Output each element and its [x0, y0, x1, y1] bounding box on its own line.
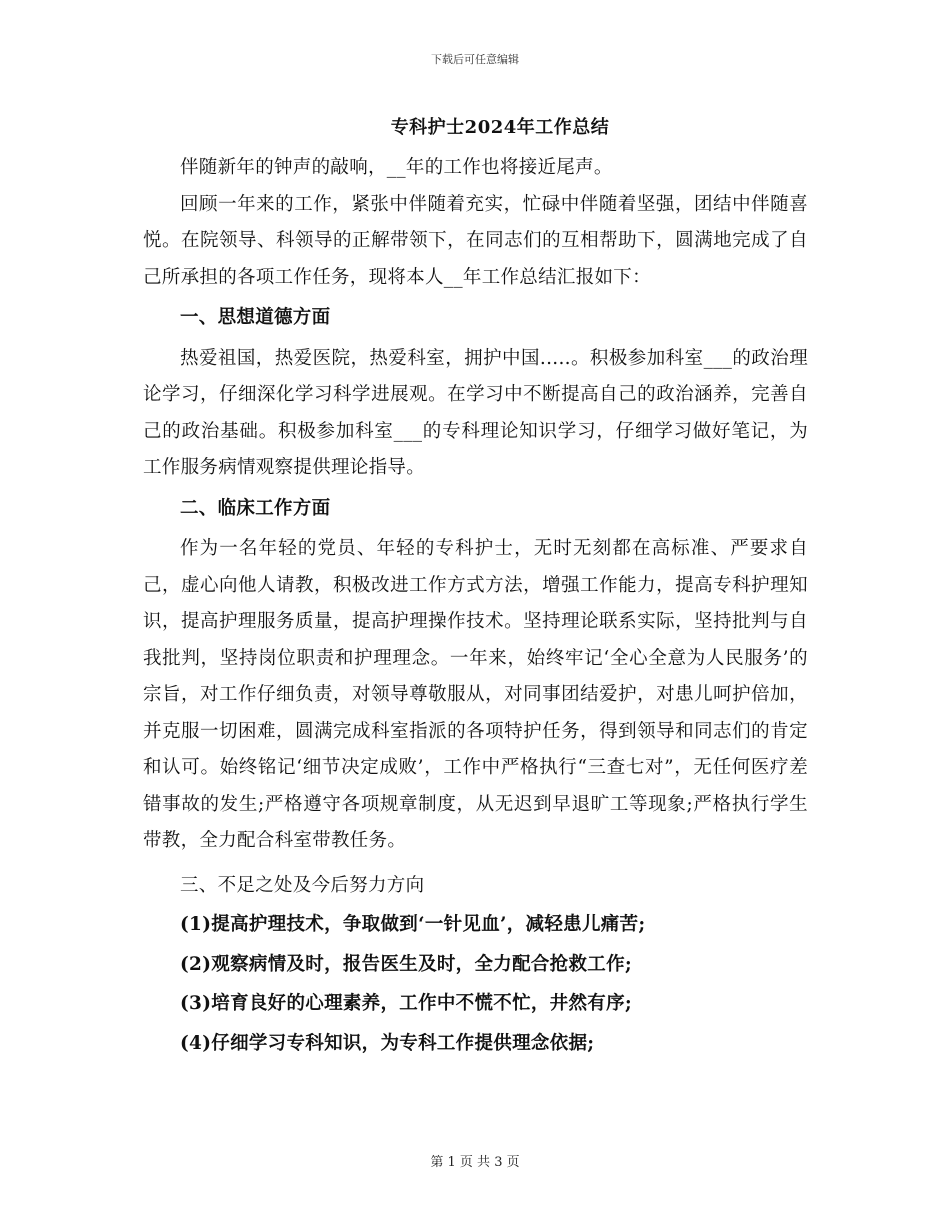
document-body [143, 150, 808, 1062]
section-heading-improvement: 三、不足之处及今后努力方向 [180, 874, 425, 896]
document-title: 专科护士2024年工作总结 [390, 117, 610, 138]
improvement-item-1: (1)提高护理技术，争取做到‘一针见血’，减轻患儿痛苦; [180, 914, 646, 935]
ideology-paragraph: 热爱祖国，热爱医院，热爱科室，拥护中国.....。积极参加科室___的政治理论学习，仔细深化学习科学进展观。在学习中不断提高自己的政治涵养，完善自己的政治基础。积极参加科室___的专科理论知识学习，仔细学习做好笔记，为工作服务病情观察提供理论指导。 [143, 347, 808, 478]
review-paragraph: 回顾一年来的工作，紧张中伴随着充实，忙碌中伴随着坚强，团结中伴随喜悦。在院领导、科领导的正解带领下，在同志们的互相帮助下，圆满地完成了自己所承担的各项工作任务，现将本人__年工作总结汇报如下： [143, 193, 808, 288]
page-footer: 第 1 页 共 3 页 [430, 1155, 520, 1170]
clinical-paragraph: 作为一名年轻的党员、年轻的专科护士，无时无刻都在高标准、严要求自己，虚心向他人请教，积极改进工作方式方法，增强工作能力，提高专科护理知识，提高护理服务质量，提高护理操作技术。坚持理论联系实际，坚持批判与自我批判，坚持岗位职责和护理理念。一年来，始终牢记‘全心全意为人民服务’的宗旨，对工作仔细负责，对领导尊敬服从，对同事团结爱护，对患儿呵护倍加，并克服一切困难，圆满完成科室指派的各项特护任务，得到领导和同志们的肯定和认可。始终铭记‘细节决定成败’，工作中严格执行“三查七对”，无任何医疗差错事故的发生;严格遵守各项规章制度，从无迟到早退旷工等现象;严格执行学生带教，全力配合科室带教任务。 [143, 538, 808, 851]
improvement-item-2: (2)观察病情及时，报告医生及时，全力配合抢救工作; [180, 953, 633, 975]
section-heading-ideology: 一、思想道德方面 [180, 307, 331, 328]
improvement-item-3: (3)培育良好的心理素养，工作中不慌不忙，井然有序; [180, 993, 633, 1014]
improvement-item-4: (4)仔细学习专科知识，为专科工作提供理念依据; [180, 1032, 595, 1054]
section-heading-clinical: 二、临床工作方面 [180, 497, 331, 519]
intro-paragraph: 伴随新年的钟声的敲响，__年的工作也将接近尾声。 [180, 157, 613, 178]
page-header: 下载后可任意编辑 [431, 53, 519, 66]
